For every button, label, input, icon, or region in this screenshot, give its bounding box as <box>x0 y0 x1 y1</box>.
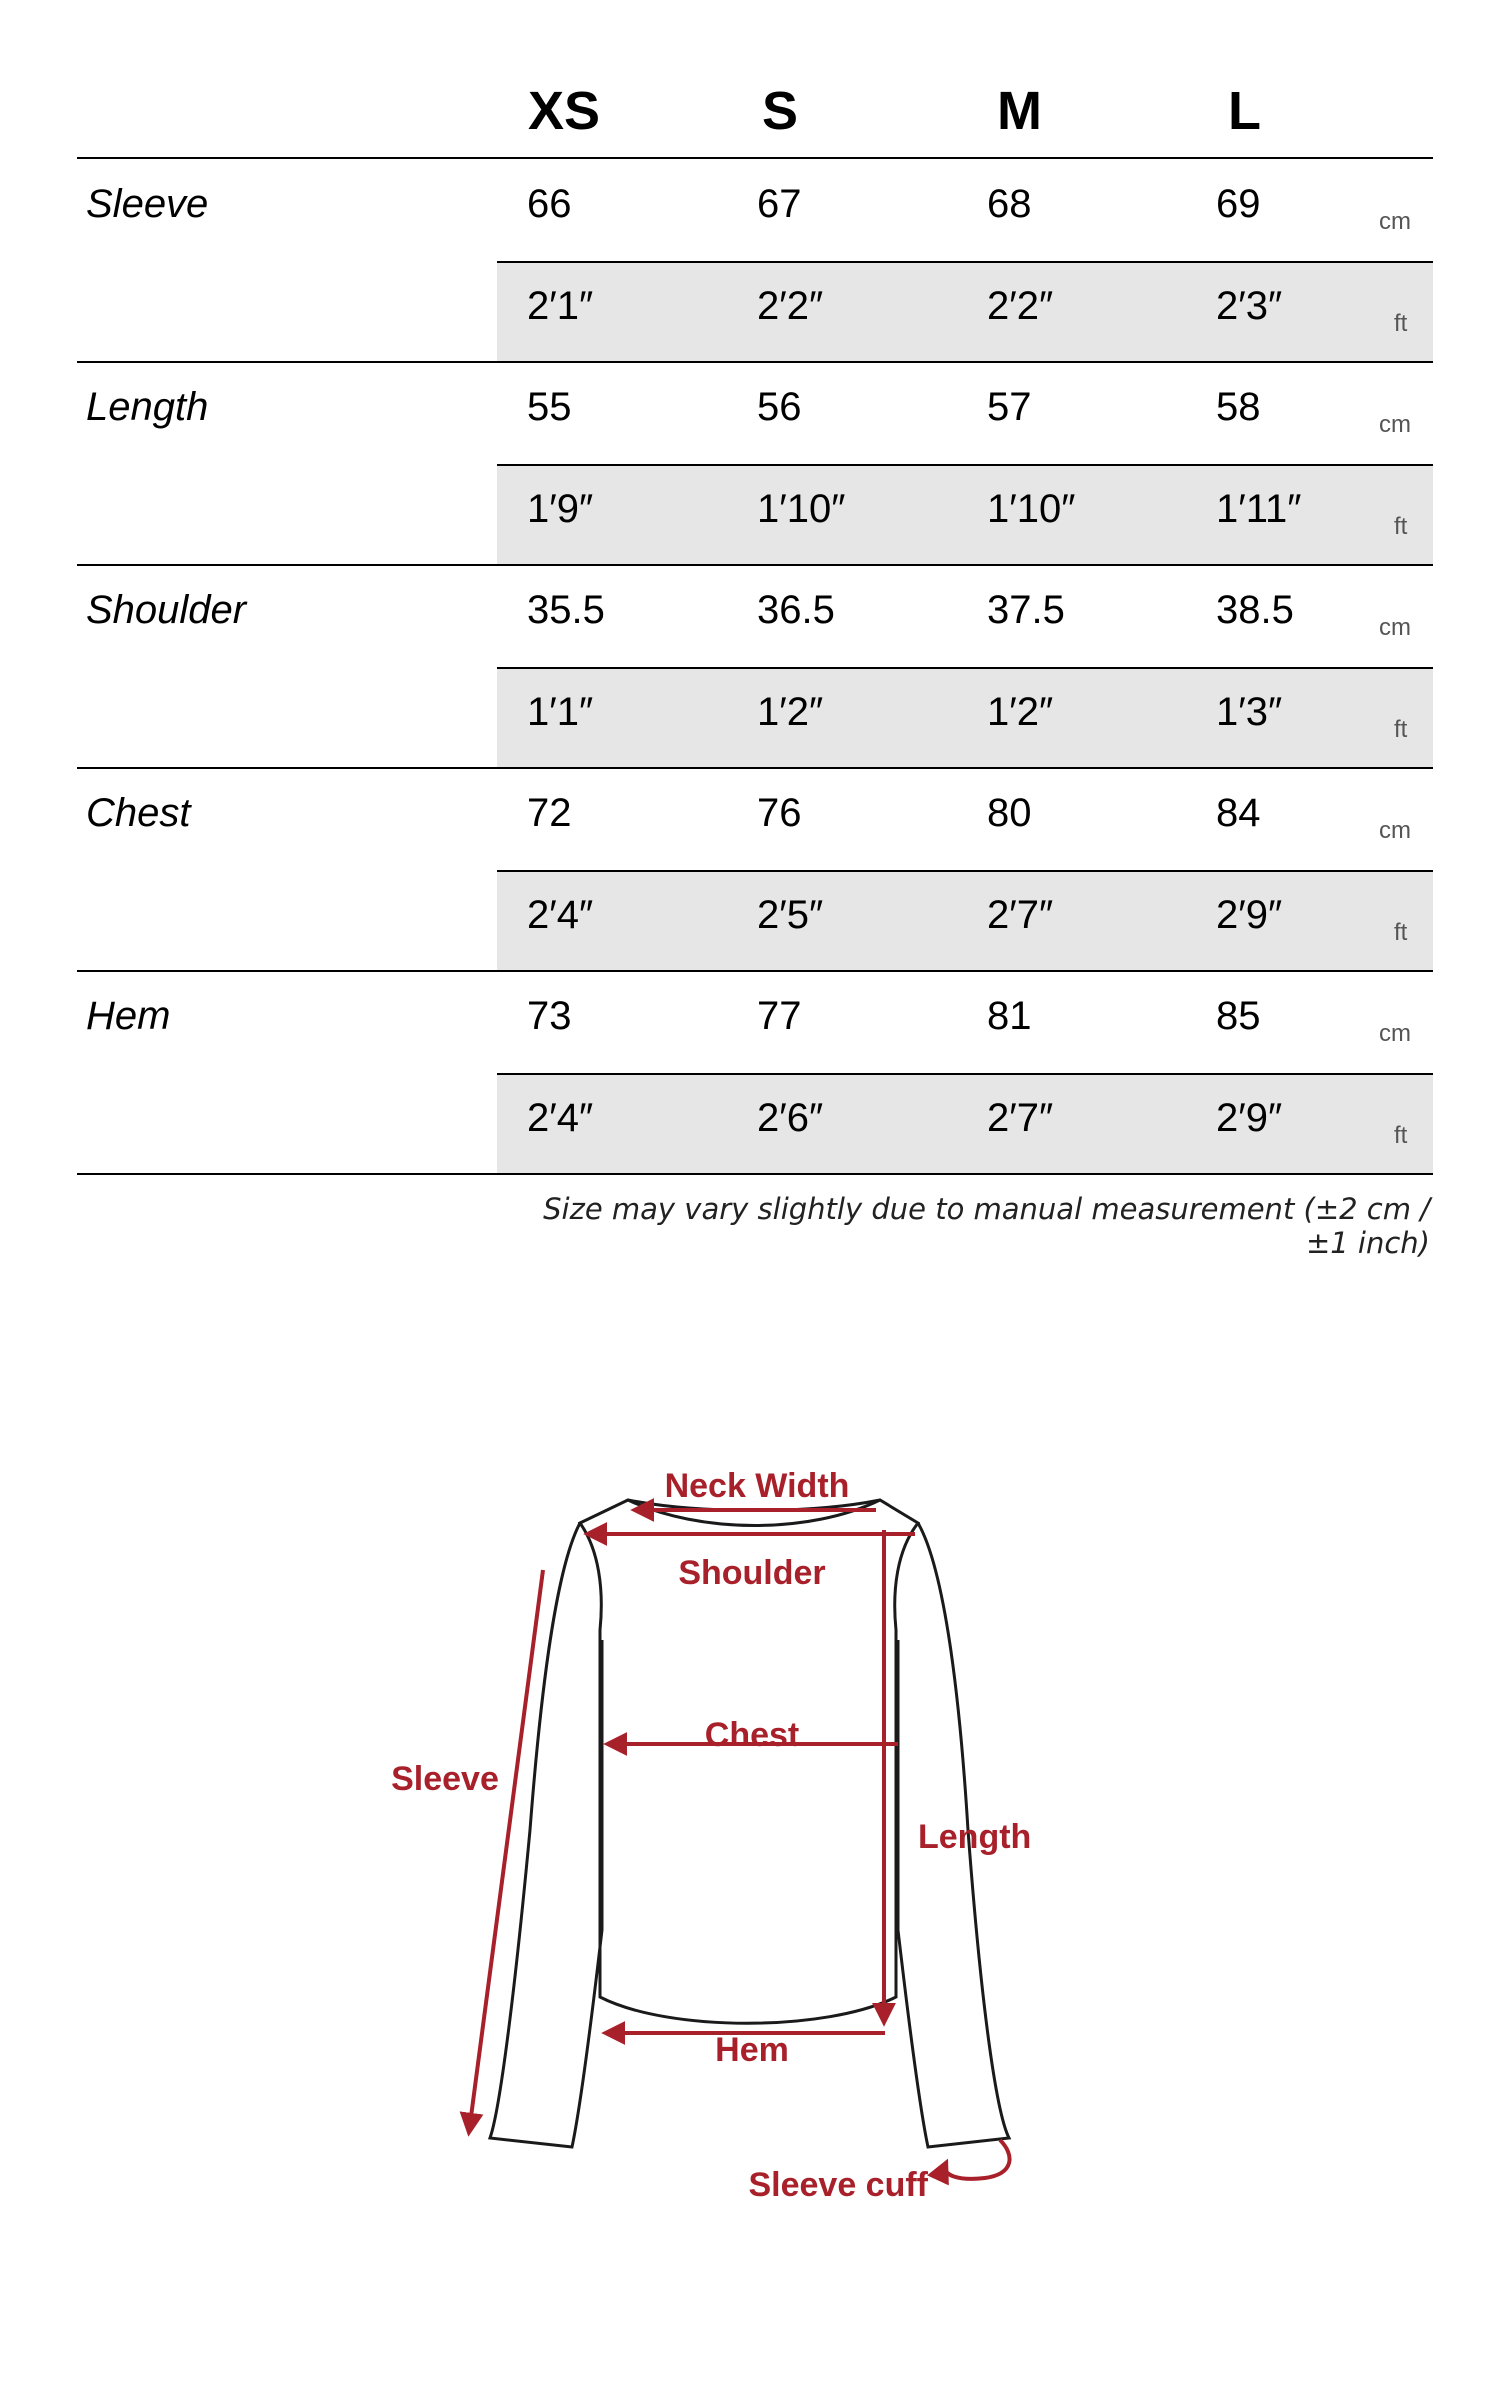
neck-width-label: Neck Width <box>664 1467 850 1505</box>
cm-value: 37.5 <box>987 588 1065 632</box>
ft-value: 2′9″ <box>1216 893 1283 937</box>
cm-value: 76 <box>757 791 802 835</box>
ft-value: 2′2″ <box>757 284 824 328</box>
sleeve-cuff-label: Sleeve cuff <box>748 2166 928 2204</box>
row-rule <box>77 767 1433 769</box>
cm-value: 38.5 <box>1216 588 1294 632</box>
row-divider <box>497 1073 1433 1075</box>
cm-value: 57 <box>987 385 1032 429</box>
unit-ft: ft <box>1394 513 1408 540</box>
ft-value: 2′1″ <box>527 284 594 328</box>
ft-value: 1′11″ <box>1216 487 1302 531</box>
measurement-note: Size may vary slightly due to manual measurement (±2 cm / ±1 inch) <box>543 1192 1430 1260</box>
table-top-rule <box>77 157 1433 159</box>
cm-value: 67 <box>757 182 802 226</box>
ft-value: 1′2″ <box>987 690 1054 734</box>
size-header-m: M <box>997 81 1042 141</box>
chest-label: Chest <box>704 1716 800 1754</box>
ft-row-shade <box>497 871 1433 971</box>
ft-row-shade <box>497 1074 1433 1174</box>
unit-cm: cm <box>1379 614 1411 641</box>
unit-cm: cm <box>1379 208 1411 235</box>
unit-cm: cm <box>1379 817 1411 844</box>
cm-value: 68 <box>987 182 1032 226</box>
cm-value: 58 <box>1216 385 1261 429</box>
length-label: Length <box>918 1818 1032 1856</box>
cm-value: 35.5 <box>527 588 605 632</box>
cm-value: 36.5 <box>757 588 835 632</box>
row-rule <box>77 361 1433 363</box>
row-label-hem: Hem <box>86 994 171 1038</box>
cm-value: 85 <box>1216 994 1261 1038</box>
cm-value: 56 <box>757 385 802 429</box>
ft-value: 2′4″ <box>527 893 594 937</box>
ft-value: 2′3″ <box>1216 284 1283 328</box>
cm-value: 84 <box>1216 791 1261 835</box>
ft-value: 2′6″ <box>757 1096 824 1140</box>
cm-value: 73 <box>527 994 572 1038</box>
sleeve-cuff-arrow <box>945 2140 1010 2179</box>
hem-label: Hem <box>715 2031 789 2069</box>
ft-value: 1′10″ <box>757 487 846 531</box>
size-header-s: S <box>762 81 799 141</box>
unit-ft: ft <box>1394 919 1408 946</box>
cm-value: 80 <box>987 791 1032 835</box>
row-label-length: Length <box>86 385 209 429</box>
row-label-shoulder: Shoulder <box>86 588 247 632</box>
garment-diagram <box>0 1450 1500 2300</box>
ft-row-shade <box>497 668 1433 768</box>
cm-value: 66 <box>527 182 572 226</box>
ft-value: 1′3″ <box>1216 690 1283 734</box>
unit-cm: cm <box>1379 1020 1411 1047</box>
row-divider <box>497 667 1433 669</box>
unit-ft: ft <box>1394 1122 1408 1149</box>
ft-value: 2′9″ <box>1216 1096 1283 1140</box>
ft-value: 2′2″ <box>987 284 1054 328</box>
ft-value: 1′10″ <box>987 487 1076 531</box>
row-rule <box>77 970 1433 972</box>
ft-value: 2′7″ <box>987 893 1054 937</box>
size-header-l: L <box>1228 81 1261 141</box>
cm-value: 77 <box>757 994 802 1038</box>
row-label-chest: Chest <box>86 791 191 835</box>
ft-value: 1′1″ <box>527 690 594 734</box>
ft-row-shade <box>497 262 1433 362</box>
sleeve-label: Sleeve <box>391 1760 499 1798</box>
unit-cm: cm <box>1379 411 1411 438</box>
cm-value: 55 <box>527 385 572 429</box>
unit-ft: ft <box>1394 716 1408 743</box>
table-bottom-rule <box>77 1173 1433 1175</box>
row-divider <box>497 261 1433 263</box>
size-header-xs: XS <box>528 81 601 141</box>
cm-value: 81 <box>987 994 1032 1038</box>
ft-value: 2′7″ <box>987 1096 1054 1140</box>
row-label-sleeve: Sleeve <box>86 182 209 226</box>
cm-value: 69 <box>1216 182 1261 226</box>
row-divider <box>497 464 1433 466</box>
shoulder-label: Shoulder <box>678 1554 826 1592</box>
row-divider <box>497 870 1433 872</box>
ft-value: 2′5″ <box>757 893 824 937</box>
unit-ft: ft <box>1394 310 1408 337</box>
row-rule <box>77 564 1433 566</box>
ft-value: 1′2″ <box>757 690 824 734</box>
cm-value: 72 <box>527 791 572 835</box>
ft-value: 2′4″ <box>527 1096 594 1140</box>
ft-value: 1′9″ <box>527 487 594 531</box>
